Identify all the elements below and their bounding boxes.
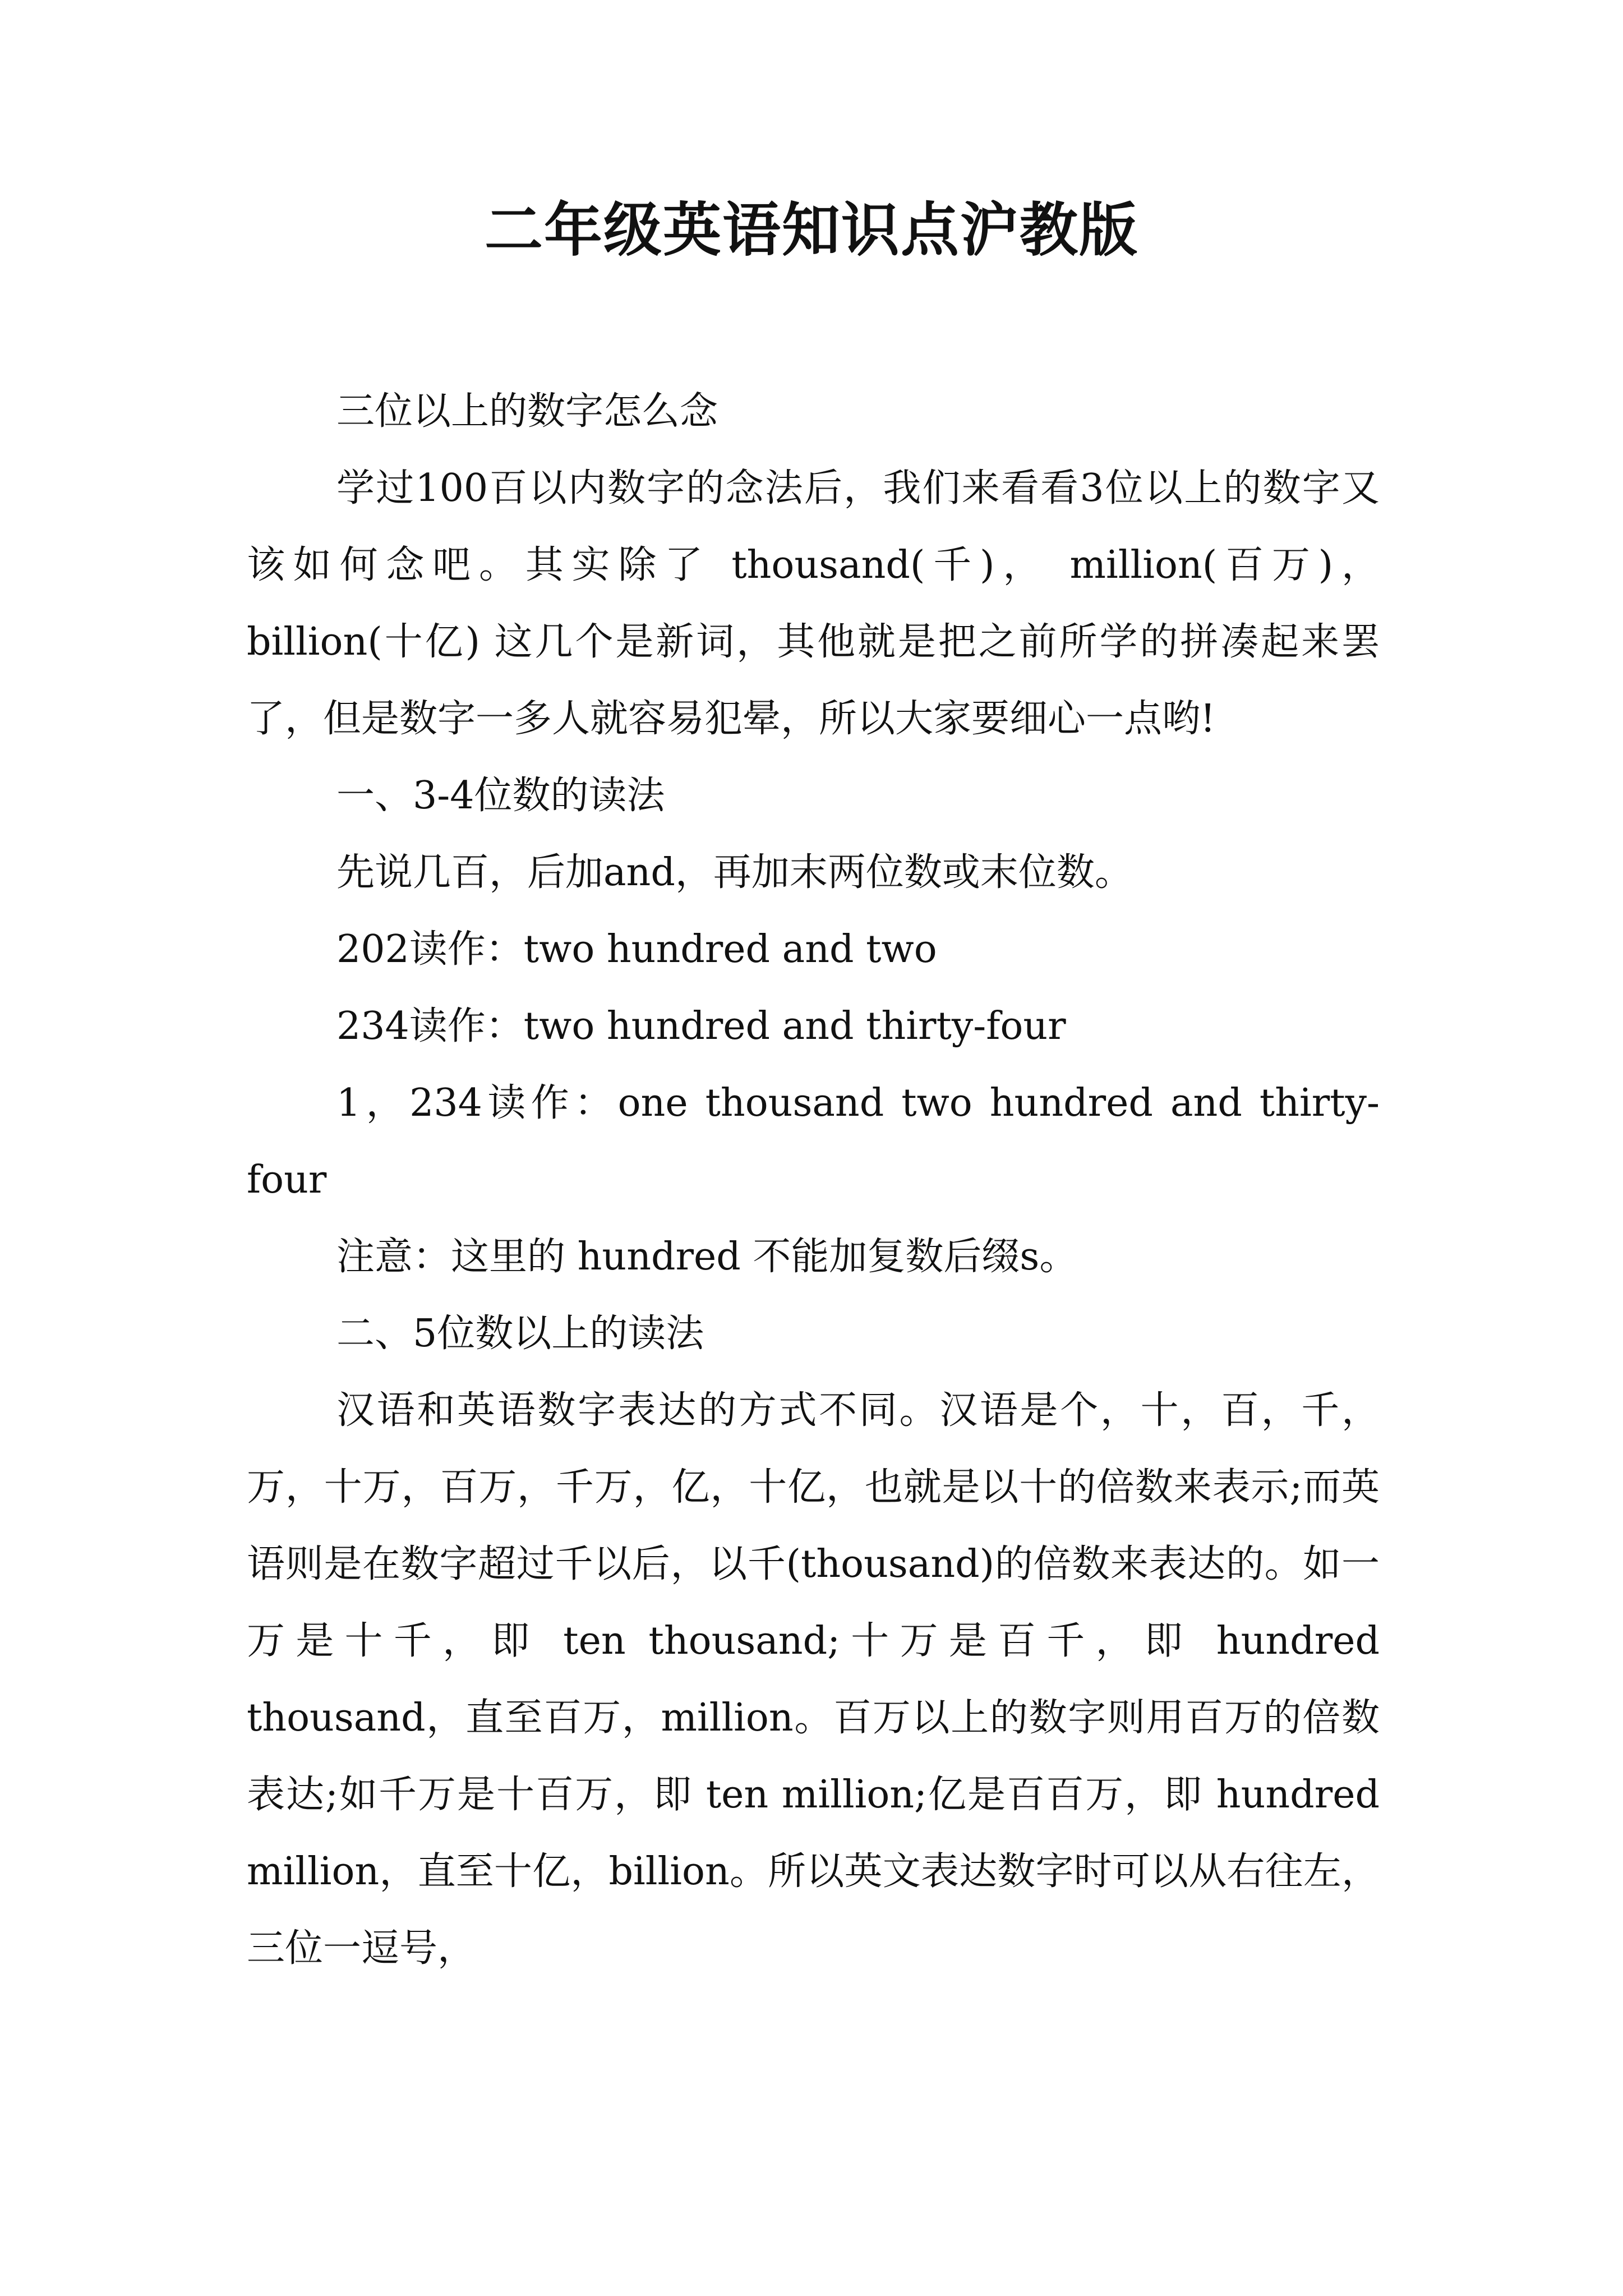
example-202: 202读作：two hundred and two [336,927,937,972]
note-paragraph: 注意：这里的 hundred 不能加复数后缀s。 [336,1235,1078,1279]
intro-paragraph: 学过100百以内数字的念法后，我们来看看3位以上的数字又该如何念吧。其实除了 thousand(千)， million(百万)， billion(十亿) 这几个是新词，其他就是把之前所学的拼凑起来罢了，但是数字一多人就容易犯晕，所以大家要细心一点哟! [247,466,1380,741]
subsection-heading-2: 二、5位数以上的读法 [336,1312,704,1356]
example-234: 234读作：two hundred and thirty-four [336,1004,1066,1048]
example-1234: 1，234读作：one thousand two hundred and thirty-four [247,1081,1380,1202]
explanation-paragraph: 汉语和英语数字表达的方式不同。汉语是个，十，百，千，万，十万，百万，千万，亿，十亿，也就是以十的倍数来表示;而英语则是在数字超过千以后，以千(thousand)的倍数来表达的。如一万是十千，即 ten thousand;十万是百千，即 hundred thousand，直至百万，million。百万以上的数字则用百万的倍数表达;如千万是十百万，即 ten million;亿是百百万，即 hundred million，直至十亿，billion。所以英文表达数字时可以从右往左，三位一逗号， [247,1388,1380,1971]
subsection-heading-1: 一、3-4位数的读法 [336,774,665,818]
document-body [247,373,1380,1987]
rule-paragraph: 先说几百，后加and，再加末两位数或末位数。 [336,850,1133,895]
section-heading: 三位以上的数字怎么念 [336,389,718,434]
document-title: 二年级英语知识点沪教版 [484,195,1138,264]
